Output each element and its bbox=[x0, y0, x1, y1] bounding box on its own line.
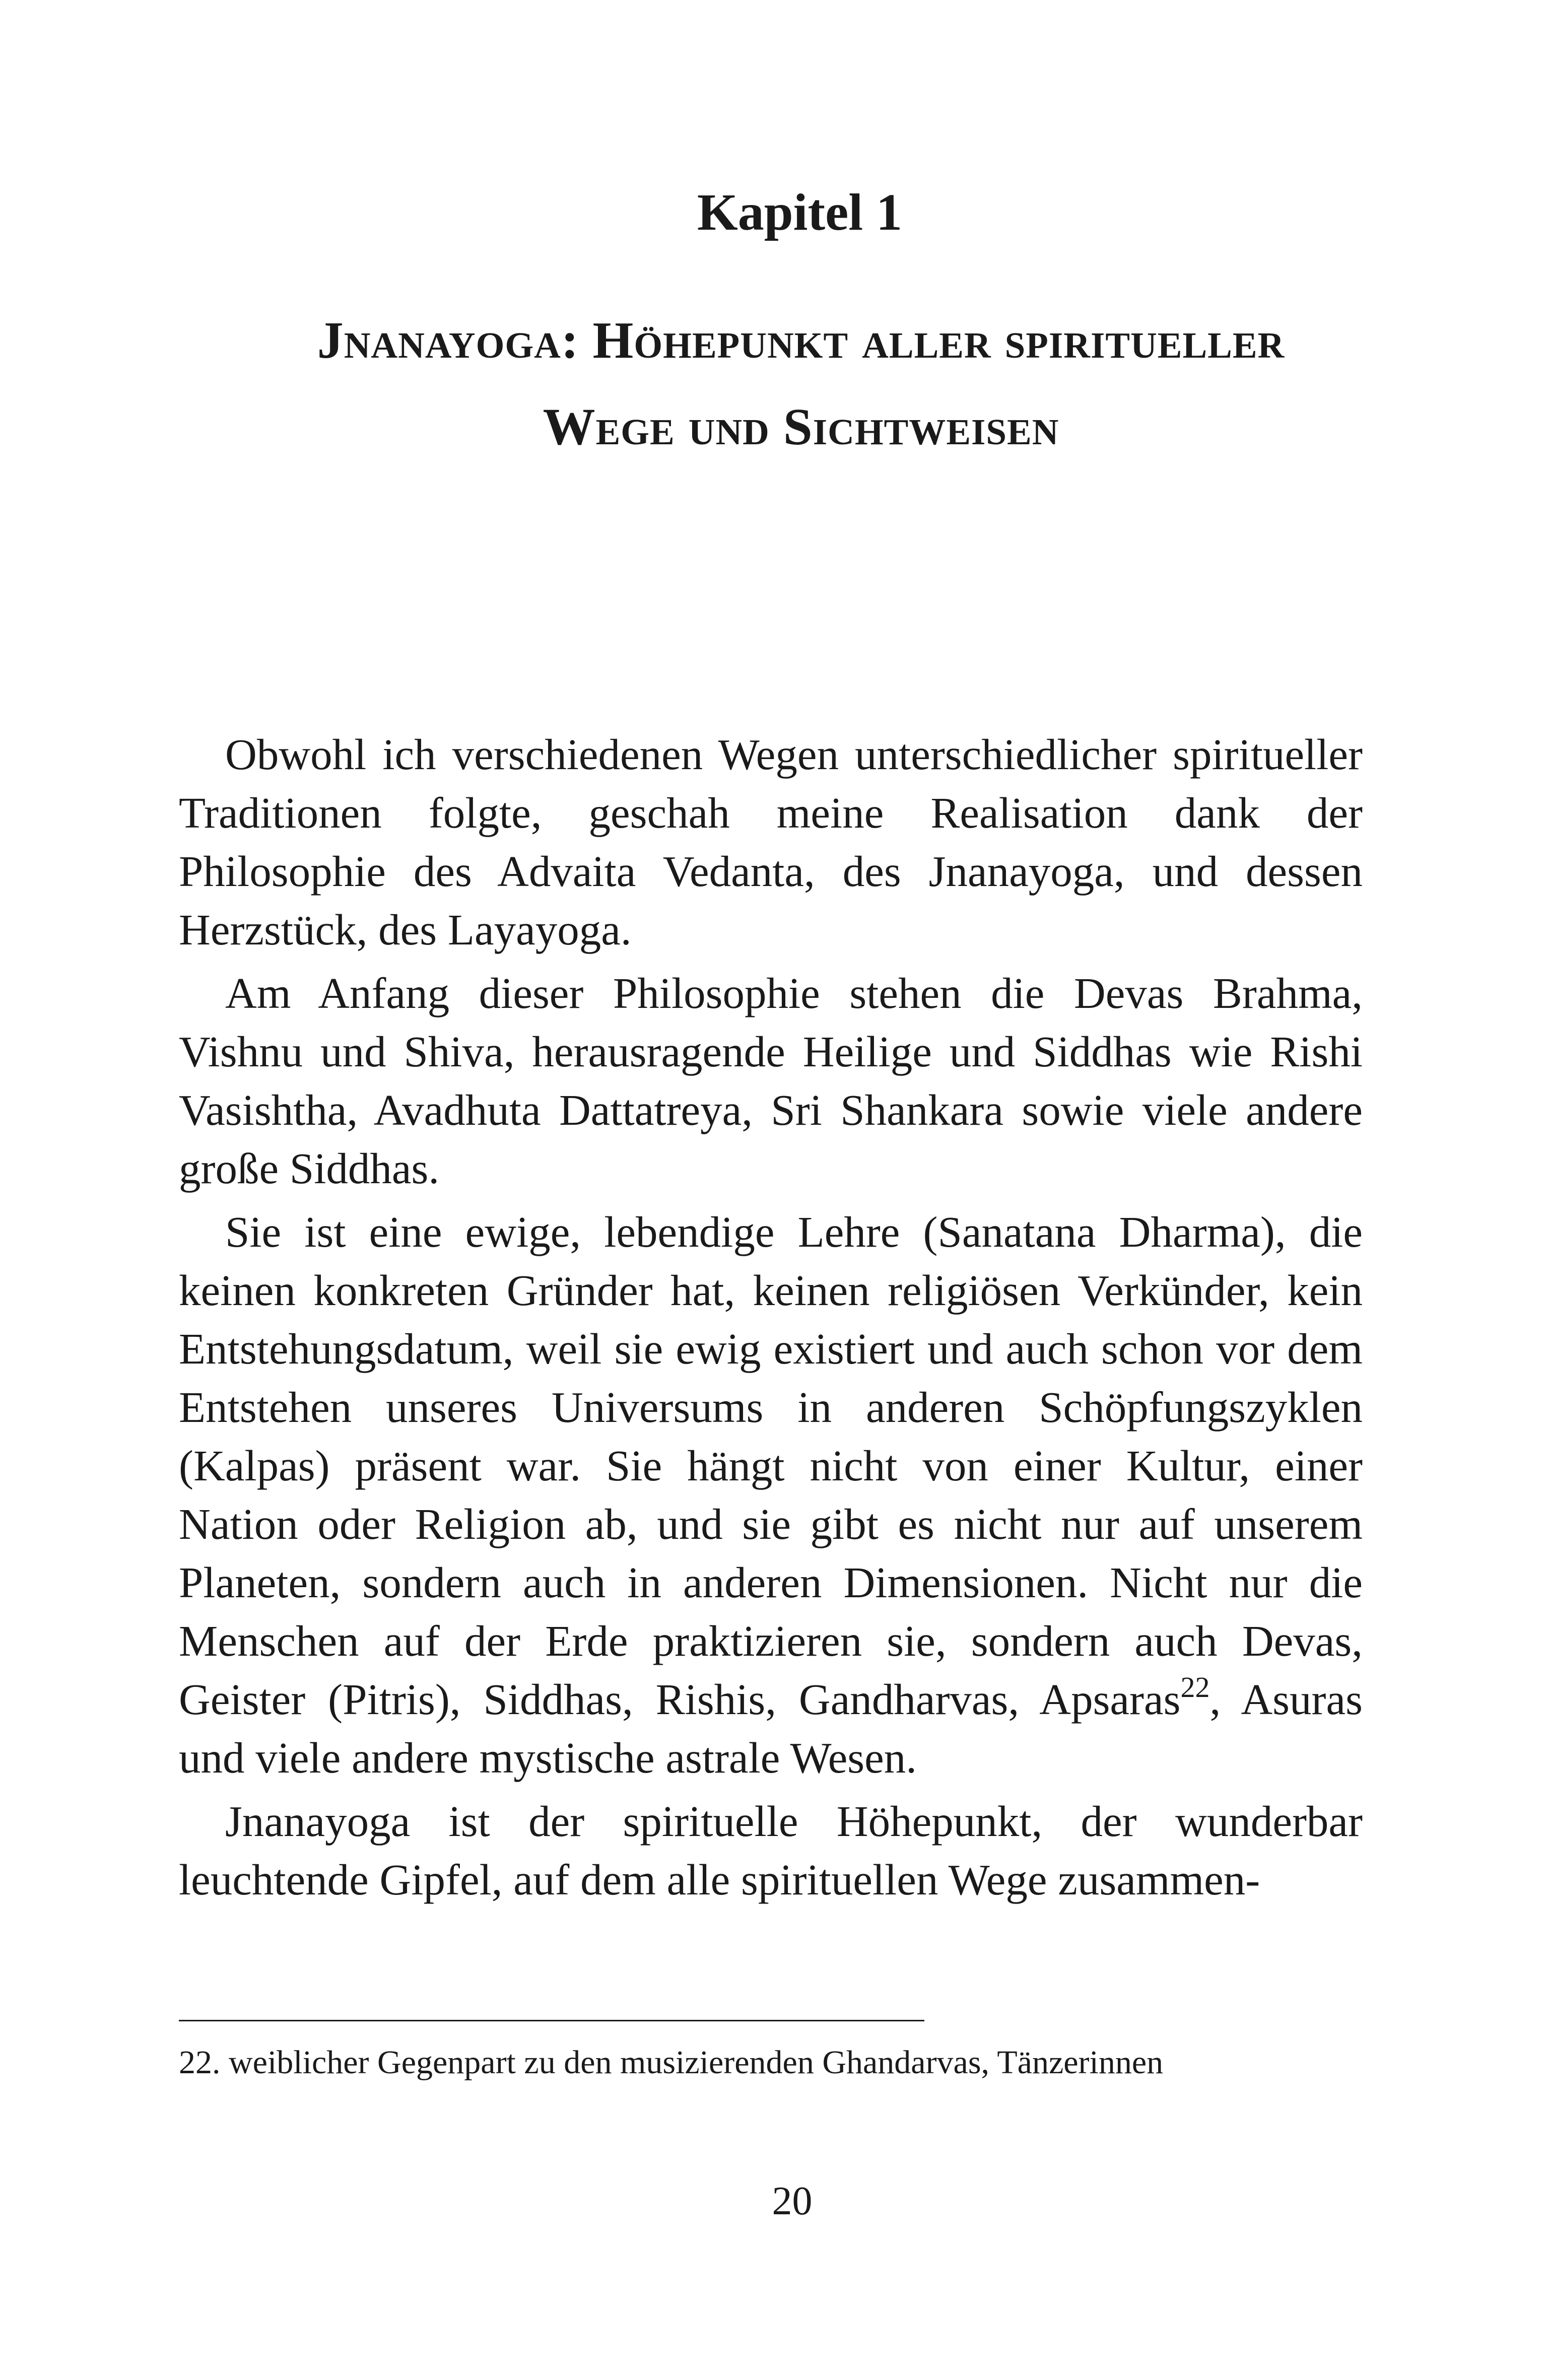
footnote-divider bbox=[179, 2020, 924, 2021]
chapter-title: Jnanayoga: Höhepunkt aller spiritueller Wege und Sichtweisen bbox=[317, 311, 1285, 456]
page-number: 20 bbox=[772, 2179, 813, 2223]
paragraph-3-text-b: , Asuras und viele andere mystische astrale Wesen. bbox=[179, 1675, 1363, 1782]
paragraph-3-text-a: Sie ist eine ewige, lebendige Lehre (Sanatana Dharma), die keinen konkreten Gründer hat, keinen religiösen Verkünder, kein Entstehungsdatum, weil sie ewig existiert und auch schon vor dem Entstehen unseres Universums in anderen Schöpfungszyklen (Kalpas) präsent war. Sie hängt nicht von einer Kultur, einer Nation oder Religion ab, und sie gibt es nicht nur auf unserem Planeten, sondern auch in anderen Dimensionen. Nicht nur die Menschen auf der Erde praktizieren sie, sondern auch Devas, Geister (Pitris), Siddhas, Rishis, Gandharvas, Apsaras bbox=[179, 1207, 1363, 1724]
paragraph-4: Jnanayoga ist der spirituelle Höhepunkt, der wunderbar leuchtende Gipfel, auf dem alle spirituellen Wege zusammen- bbox=[179, 1797, 1363, 1904]
footnote: 22. weiblicher Gegenpart zu den musizierenden Ghandarvas, Tänzerinnen bbox=[179, 2044, 1164, 2081]
chapter-label: Kapitel 1 bbox=[697, 183, 903, 241]
body-text bbox=[179, 725, 1363, 1914]
footnote-reference[interactable]: 22 bbox=[1180, 1671, 1210, 1704]
paragraph-1: Obwohl ich verschiedenen Wegen unterschiedlicher spiritueller Traditionen folgte, geschah meine Realisation dank der Philosophie des Advaita Vedanta, des Jnanayoga, und dessen Herzstück, des Layayoga. bbox=[179, 730, 1363, 954]
paragraph-2: Am Anfang dieser Philosophie stehen die Devas Brahma, Vishnu und Shiva, herausragende Heilige und Siddhas wie Rishi Vasishtha, Avadhuta Dattatreya, Sri Shankara sowie viele andere große Siddhas. bbox=[179, 969, 1363, 1193]
paragraph-3 bbox=[179, 1203, 1363, 1787]
